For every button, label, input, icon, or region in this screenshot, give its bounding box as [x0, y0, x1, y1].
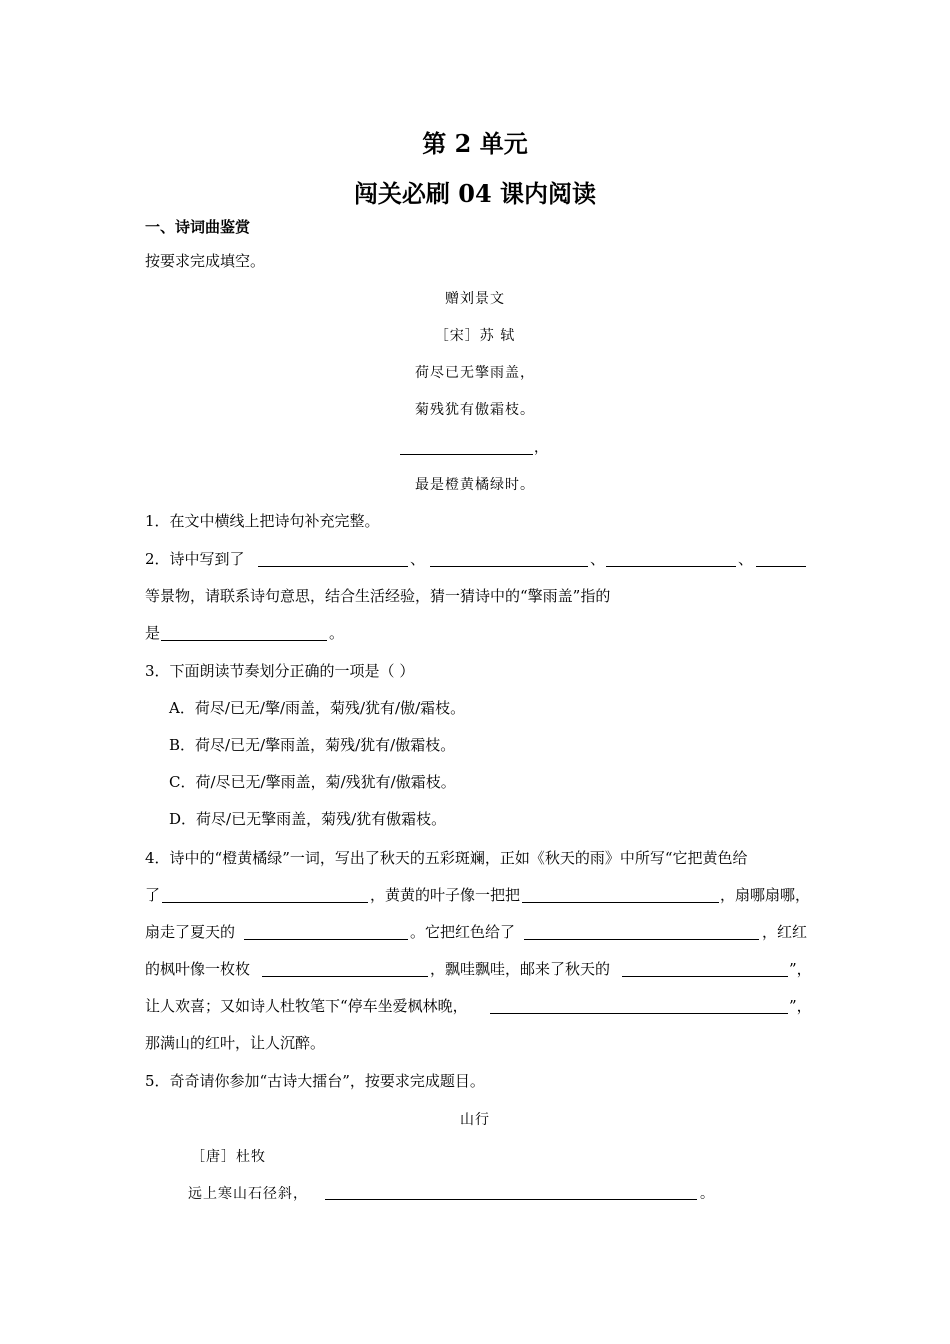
poem-line-3-comma: ，: [534, 440, 549, 456]
poem2-line-1-prefix: 远上寒山石径斜，: [188, 1186, 308, 1202]
question-4-line-6: 那满山的红叶，让人沉醉。: [145, 1034, 326, 1052]
instruction-text: 按要求完成填空。: [145, 252, 266, 270]
q2-blank-5[interactable]: [161, 640, 327, 641]
question-4-line-3-c: ，红红: [762, 923, 808, 941]
q2-sep-1: 、: [410, 550, 426, 568]
question-4-line-4-b: ，飘哇飘哇，邮来了秋天的: [430, 960, 611, 978]
question-4-line-2-b: ，黄黄的叶子像一把把: [370, 886, 521, 904]
q4-blank-7[interactable]: [490, 1013, 788, 1014]
poem-line-3-blank[interactable]: [400, 454, 533, 455]
poem2-author: ［唐］杜牧: [191, 1149, 266, 1165]
q4-blank-5[interactable]: [262, 976, 428, 977]
poem-title: 赠刘景文: [445, 291, 505, 307]
q2-sep-3: 、: [738, 550, 754, 568]
question-4-line-4-c: ”，: [789, 960, 812, 978]
q2-blank-3[interactable]: [606, 566, 736, 567]
question-5: 5．奇奇请你参加“古诗大擂台”，按要求完成题目。: [145, 1072, 485, 1090]
q4-blank-3[interactable]: [244, 939, 408, 940]
question-4-line-2-c: ，扇哪扇哪，: [720, 886, 811, 904]
q4-blank-4[interactable]: [524, 939, 759, 940]
question-4-line-3-a: 扇走了夏天的: [145, 923, 236, 941]
option-a[interactable]: A．荷尽/已无/擎/雨盖，菊残/犹有/傲/霜枝。: [169, 699, 466, 717]
question-4-line-4-a: 的枫叶像一枚枚: [145, 960, 251, 978]
q4-blank-2[interactable]: [522, 902, 719, 903]
q2-blank-1[interactable]: [258, 566, 408, 567]
option-c[interactable]: C．荷/尽已无/擎雨盖，菊/残犹有/傲霜枝。: [169, 773, 456, 791]
poem-line-4: 最是橙黄橘绿时。: [415, 477, 535, 493]
question-1: 1．在文中横线上把诗句补充完整。: [145, 512, 380, 530]
unit-title: 第 2 单元: [422, 129, 528, 158]
poem-line-1: 荷尽已无擎雨盖，: [415, 365, 535, 381]
q4-blank-6[interactable]: [622, 976, 788, 977]
q2-blank-4[interactable]: [756, 566, 806, 567]
question-2-line-2: 等景物，请联系诗句意思，结合生活经验，猜一猜诗中的“擎雨盖”指的: [145, 587, 611, 605]
question-4-line-3-b: 。它把红色给了: [410, 923, 516, 941]
page-title: 闯关必刷 04 课内阅读: [353, 179, 597, 208]
question-2-line-3-prefix: 是: [145, 624, 161, 642]
option-b[interactable]: B．荷尽/已无/擎雨盖，菊残/犹有/傲霜枝。: [169, 736, 456, 754]
poem-author: ［宋］苏 轼: [434, 328, 516, 344]
poem2-blank-1[interactable]: [325, 1199, 697, 1200]
question-4-line-5-b: ”，: [789, 997, 812, 1015]
question-4-line-1: 4．诗中的“橙黄橘绿”一词，写出了秋天的五彩斑斓，正如《秋天的雨》中所写“它把黄色给: [145, 849, 748, 867]
question-4-line-2-a: 了: [145, 886, 161, 904]
poem2-line-1-suffix: 。: [700, 1186, 714, 1202]
q2-blank-2[interactable]: [430, 566, 588, 567]
option-d[interactable]: D．荷尽/已无擎雨盖，菊残/犹有傲霜枝。: [169, 810, 447, 828]
section-heading: 一、诗词曲鉴赏: [145, 218, 251, 236]
question-4-line-5-a: 让人欢喜；又如诗人杜牧笔下“停车坐爱枫林晚，: [145, 997, 468, 1015]
question-3: 3．下面朗读节奏划分正确的一项是（ ）: [145, 662, 415, 680]
question-2-line-3-suffix: 。: [329, 624, 345, 642]
poem-line-2: 菊残犹有傲霜枝。: [415, 402, 535, 418]
question-2-prefix: 2．诗中写到了: [145, 550, 245, 568]
q2-sep-2: 、: [590, 550, 606, 568]
poem2-title: 山行: [460, 1112, 490, 1128]
q4-blank-1[interactable]: [162, 902, 368, 903]
